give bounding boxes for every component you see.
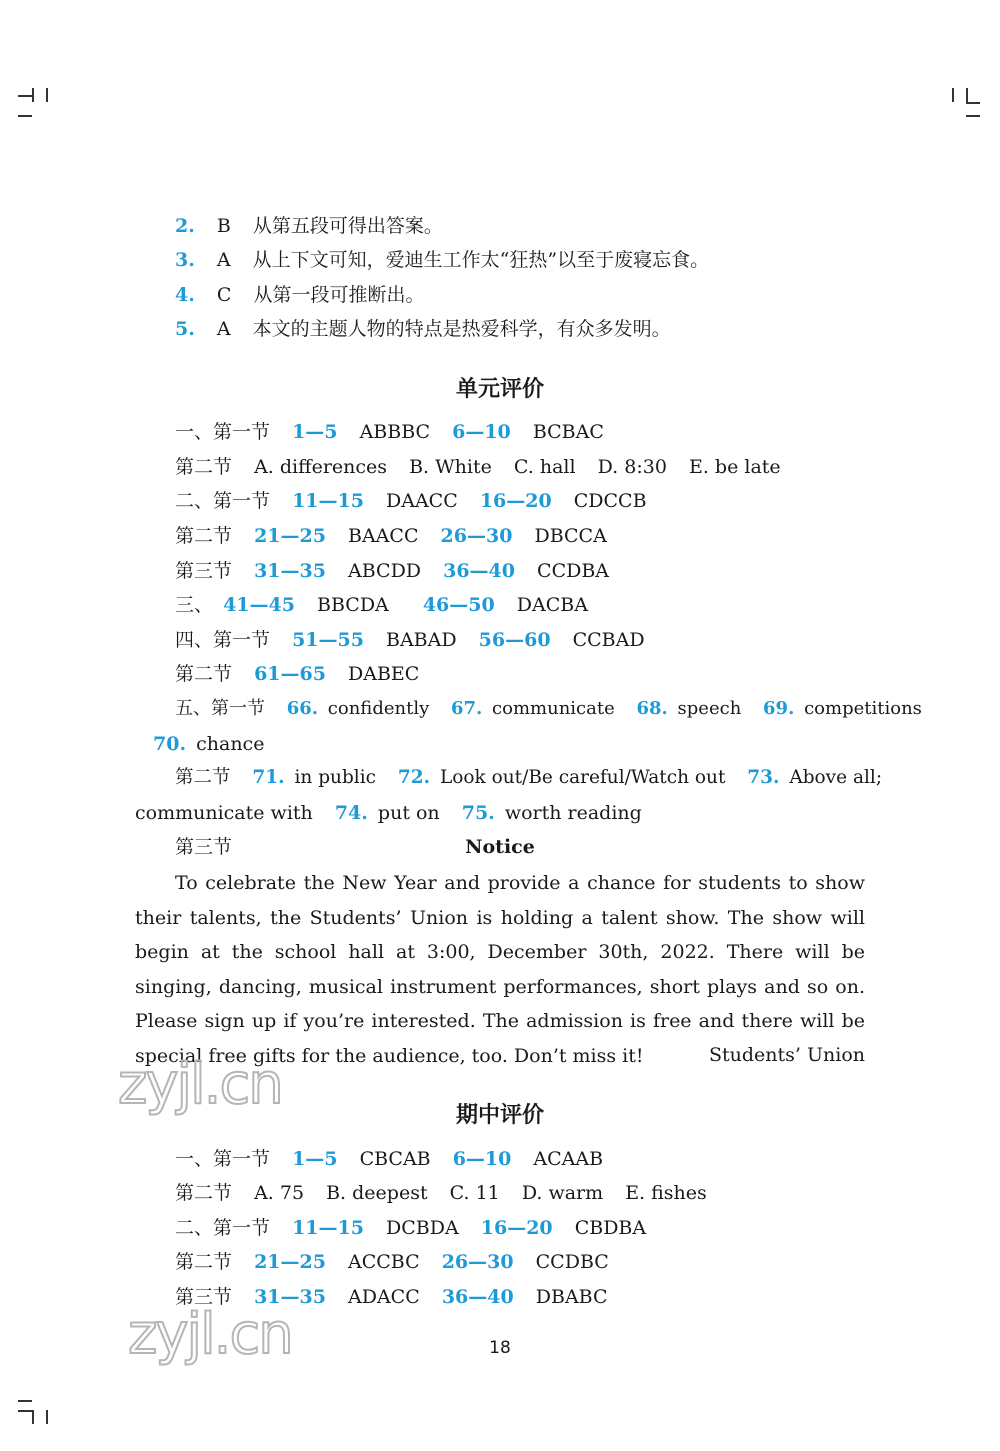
answer-key: DCBDA	[386, 1217, 459, 1239]
answer-key: ABCDD	[348, 560, 422, 582]
answer-line	[175, 251, 725, 270]
crop-mark	[46, 88, 48, 102]
answer-key: CBDBA	[574, 1217, 647, 1239]
section-heading-midterm: 期中评价	[455, 1103, 544, 1128]
range-number: 26—30	[441, 1251, 514, 1273]
answer-line	[175, 217, 459, 236]
answer-word: confidently	[327, 698, 430, 719]
item-number: 68.	[636, 698, 668, 719]
section-label: 第二节	[175, 456, 233, 478]
item-number: 72.	[397, 767, 431, 788]
range-number: 1—5	[292, 421, 338, 443]
answer-letter: C	[216, 284, 232, 306]
range-number: 61—65	[254, 663, 326, 685]
range-number: 26—30	[440, 525, 513, 547]
answer-key: CBCAB	[359, 1148, 431, 1170]
mid-line-1	[175, 1150, 619, 1169]
answer-key: DAACC	[386, 490, 458, 512]
answer-word: chance	[196, 733, 265, 755]
answer-key: DBCCA	[534, 525, 607, 547]
section-heading-unit: 单元评价	[455, 377, 544, 402]
crop-mark	[966, 88, 968, 102]
unit-line-10	[153, 735, 280, 754]
crop-mark	[32, 1410, 34, 1424]
range-number: 41—45	[223, 594, 295, 616]
section-label: 一、第一节	[175, 421, 271, 443]
range-number: 31—35	[254, 1286, 326, 1308]
unit-line-9	[175, 700, 938, 718]
answer-word: speech	[677, 698, 742, 719]
unit-line-2	[175, 458, 797, 477]
answer-item: E. fishes	[625, 1182, 707, 1204]
crop-mark	[18, 95, 32, 97]
answer-word: communicate	[492, 698, 615, 719]
section-label: 第三节	[175, 836, 233, 858]
section-label: 三、	[175, 594, 214, 616]
crop-mark	[18, 1410, 32, 1412]
answer-word: in public	[294, 767, 376, 788]
answer-key: DACBA	[516, 594, 588, 616]
answer-item: A. 75	[254, 1182, 305, 1204]
section-label: 第三节	[175, 1286, 233, 1308]
item-number: 66.	[286, 698, 319, 719]
answer-key: CCBAD	[572, 629, 645, 651]
crop-mark	[32, 88, 34, 102]
answer-item: C. 11	[449, 1182, 500, 1204]
unit-line-5	[175, 562, 625, 581]
range-number: 56—60	[478, 629, 551, 651]
page-number: 18	[489, 1338, 511, 1358]
watermark: zyjl.cn	[128, 1302, 292, 1367]
answer-item: B. White	[409, 456, 492, 478]
answer-item: D. 8:30	[597, 456, 667, 478]
section-label: 第二节	[175, 1251, 233, 1273]
section-label: 第二节	[175, 663, 233, 685]
answer-word: competitions	[804, 698, 922, 719]
section-label: 第二节	[175, 525, 233, 547]
mid-line-3	[175, 1219, 662, 1238]
item-number: 4.	[175, 284, 195, 306]
section-label: 第三节	[175, 560, 233, 582]
crop-mark	[46, 1410, 48, 1424]
range-number: 16—20	[479, 490, 552, 512]
item-number: 70.	[153, 733, 187, 755]
item-number: 3.	[175, 249, 195, 271]
answer-item: A. differences	[254, 456, 388, 478]
unit-line-7	[175, 631, 661, 650]
section-label: 二、第一节	[175, 1217, 271, 1239]
crop-mark	[966, 102, 980, 104]
answer-key: ABBBC	[359, 421, 431, 443]
answer-explanation: 从第五段可得出答案。	[252, 215, 443, 237]
unit-line-3	[175, 492, 663, 511]
answer-key: CDCCB	[573, 490, 647, 512]
range-number: 46—50	[422, 594, 495, 616]
notice-body: To celebrate the New Year and provide a chance for students to show their talents, the Students’ Union is holding a talent show. The show will begin at the school hall at 3:00, December 30th, 2022. There will be singing, dancing, musical instrument performances, short plays and so on. Please sign up if you’re interested. The admission is free and there will be special free gifts for the audience, too. Don’t miss it!	[135, 872, 865, 1067]
answer-explanation: 本文的主题人物的特点是热爱科学，有众多发明。	[252, 318, 671, 340]
answer-letter: A	[216, 318, 231, 340]
range-number: 31—35	[254, 560, 326, 582]
watermark: zyjl.cn	[118, 1052, 282, 1117]
answer-word: Look out/Be careful/Watch out	[439, 767, 726, 788]
answer-word: Above all;	[789, 767, 883, 788]
unit-line-4	[175, 527, 623, 546]
range-number: 21—25	[254, 525, 326, 547]
answer-letter: A	[216, 249, 231, 271]
answer-key: DABEC	[348, 663, 420, 685]
answer-word: put on	[377, 802, 440, 824]
mid-line-4	[175, 1253, 625, 1272]
range-number: 6—10	[452, 1148, 512, 1170]
crop-mark	[18, 1400, 32, 1402]
section-label: 第二节	[175, 767, 231, 788]
section-label: 一、第一节	[175, 1148, 271, 1170]
item-number: 75.	[461, 802, 495, 824]
answer-item: E. be late	[688, 456, 781, 478]
range-number: 51—55	[292, 629, 364, 651]
notice-signature: Students’ Union	[709, 1044, 865, 1066]
range-number: 36—40	[441, 1286, 514, 1308]
section-label: 第二节	[175, 1182, 233, 1204]
answer-key: CCDBC	[535, 1251, 609, 1273]
notice-title	[0, 838, 1000, 857]
range-number: 6—10	[452, 421, 511, 443]
answer-letter: B	[216, 215, 231, 237]
item-number: 67.	[450, 698, 483, 719]
answer-item: D. warm	[521, 1182, 604, 1204]
answer-key: DBABC	[535, 1286, 608, 1308]
crop-mark	[966, 115, 980, 117]
item-number: 2.	[175, 215, 195, 237]
unit-line-6	[175, 596, 604, 615]
answer-line	[175, 286, 441, 305]
answer-key: ACCBC	[348, 1251, 420, 1273]
section-label: 五、第一节	[175, 698, 265, 719]
item-number: 5.	[175, 318, 195, 340]
answer-explanation: 从第一段可推断出。	[253, 284, 425, 306]
range-number: 36—40	[443, 560, 515, 582]
item-number: 73.	[747, 767, 780, 788]
item-number: 71.	[252, 767, 285, 788]
answer-explanation: 从上下文可知，爱迪生工作太“狂热”以至于废寝忘食。	[252, 249, 710, 271]
answer-key: ADACC	[348, 1286, 420, 1308]
range-number: 1—5	[292, 1148, 338, 1170]
crop-mark	[18, 115, 32, 117]
crop-mark	[952, 88, 954, 102]
answer-line	[175, 320, 687, 339]
item-number: 74.	[334, 802, 368, 824]
answer-item: C. hall	[513, 456, 576, 478]
range-number: 21—25	[254, 1251, 326, 1273]
section-label: 四、第一节	[175, 629, 271, 651]
unit-line-1	[175, 423, 620, 442]
range-number: 11—15	[292, 490, 364, 512]
unit-line-8	[175, 665, 435, 684]
answer-key: BABAD	[386, 629, 457, 651]
notice-title-text: Notice	[465, 836, 535, 858]
unit-line-11	[175, 769, 898, 788]
item-number: 69.	[763, 698, 795, 719]
answer-word: worth reading	[504, 802, 642, 824]
answer-key: BCBAC	[532, 421, 604, 443]
mid-line-2	[175, 1184, 723, 1203]
answer-key: CCDBA	[537, 560, 610, 582]
range-number: 11—15	[292, 1217, 364, 1239]
answer-key: BBCDA	[317, 594, 389, 616]
answer-item: B. deepest	[326, 1182, 428, 1204]
unit-line-12	[135, 804, 658, 823]
section-label: 二、第一节	[175, 490, 271, 512]
answer-word: communicate with	[135, 802, 313, 824]
answer-key: BAACC	[348, 525, 419, 547]
answer-key: ACAAB	[533, 1148, 604, 1170]
range-number: 16—20	[480, 1217, 553, 1239]
